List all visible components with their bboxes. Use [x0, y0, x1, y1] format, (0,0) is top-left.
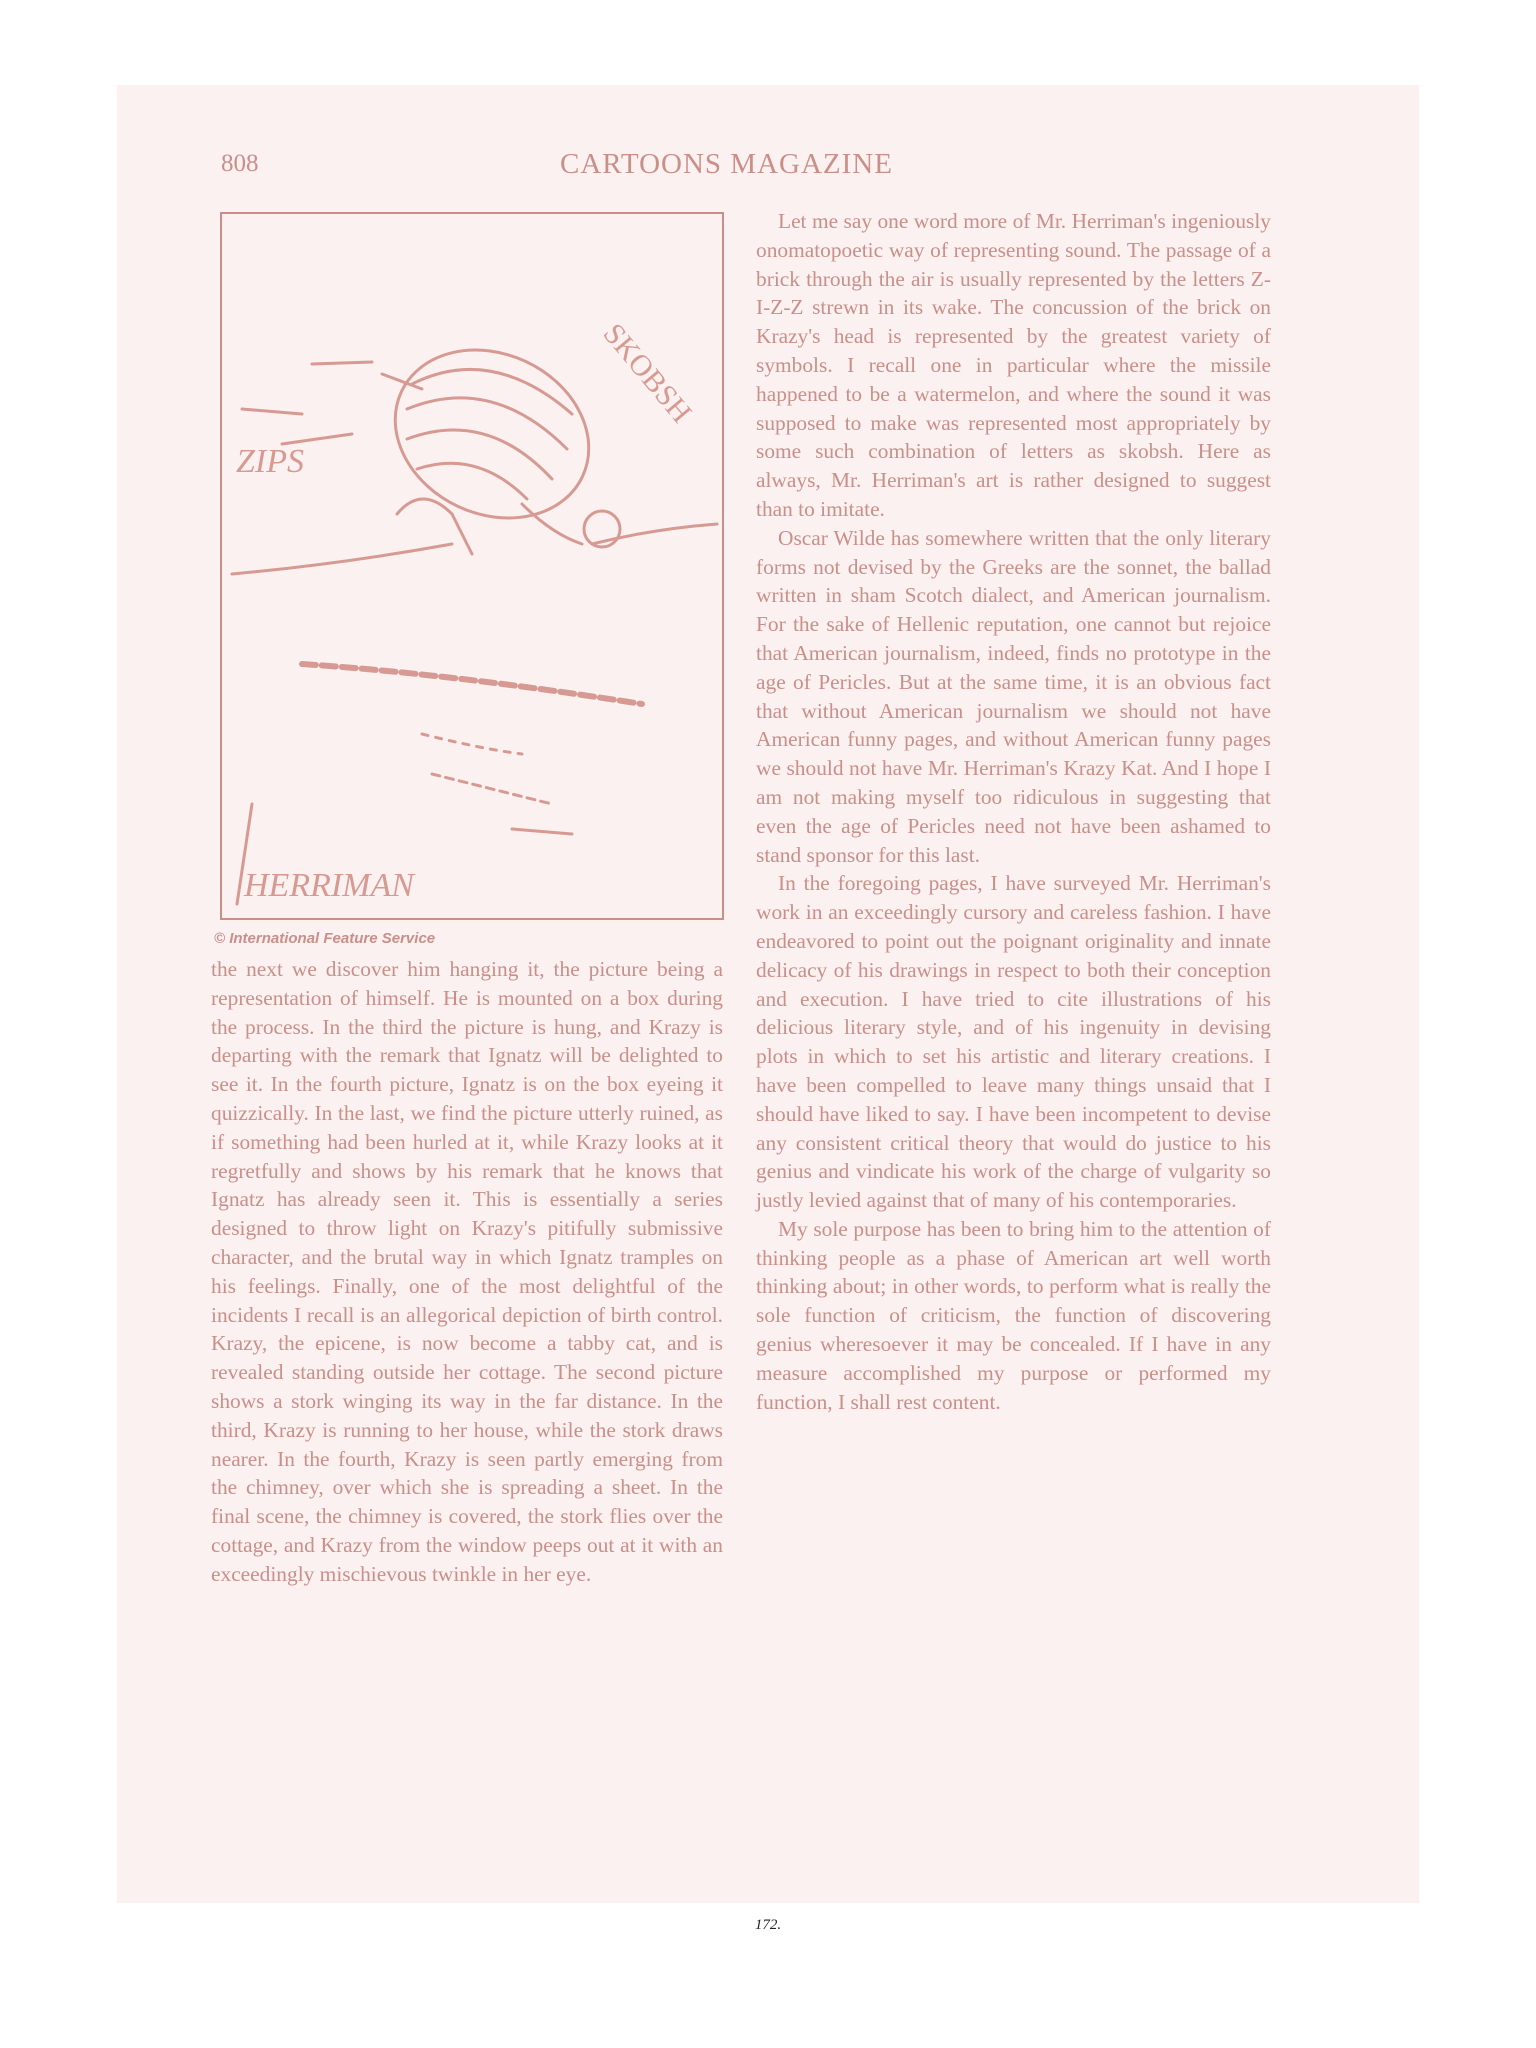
- melon-stripe: [417, 463, 527, 499]
- watermelon-shape: [368, 319, 617, 549]
- skid-mark: [302, 664, 642, 704]
- sound-effect-zips: ZIPS: [236, 443, 304, 480]
- skid-mark: [422, 734, 522, 754]
- folio-number: 172.: [754, 1917, 782, 1933]
- page-number: 808: [221, 150, 259, 177]
- paragraph: In the foregoing pages, I have surveyed Mr. Herriman's work in an exceedingly cursory and careless fashion. I have endeavored to point out the poignant originality and innate delicacy of his drawings in respect to both their conception and execution. I have tried to cite illustrations of his delicious literary style, and of his ingenuity in devising plots in which to set his artistic and literary creations. I have been compelled to leave many things unsaid that I should have liked to say. I have been incompetent to devise any consistent critical theory that would do justice to his genius and vindicate his work of the charge of vulgarity so justly levied against that of many of his contemporaries.: [756, 871, 1271, 1213]
- left-column: [211, 955, 723, 1589]
- right-column: [756, 207, 1271, 1416]
- melon-stripe: [407, 430, 552, 479]
- image-credit: © International Feature Service: [214, 930, 436, 947]
- paragraph: My sole purpose has been to bring him to the attention of thinking people as a phase of American art well worth thinking about; in other words, to perform what is really the sole function of criticism, the function of discovering genius wheresoever it may be concealed. If I have in any measure accomplished my purpose or performed my function, I shall rest content.: [756, 1216, 1271, 1414]
- ground-line-right: [592, 524, 717, 544]
- skid-mark: [432, 774, 552, 804]
- cartoon-drawing: [222, 214, 722, 918]
- sound-effect-skobsh: SKOBSH: [596, 317, 699, 430]
- magazine-title: CARTOONS MAGAZINE: [560, 148, 893, 180]
- melon-stripe: [407, 398, 567, 449]
- motion-line: [312, 362, 372, 364]
- figure-arm: [522, 504, 582, 544]
- cartoon-illustration: [220, 212, 724, 920]
- paragraph: the next we discover him hanging it, the picture being a representation of himself. He is mounted on a box during the process. In the third the picture is hung, and Krazy is departing with the remark that Ignatz will be delighted to see it. In the fourth picture, Ignatz is on the box eyeing it quizzically. In the last, we find the picture utterly ruined, as if something had been hurled at it, while Krazy looks at it regretfully and shows by his remark that he knows that Ignatz has already seen it. This is essentially a series designed to throw light on Krazy's pitifully submissive character, and the brutal way in which Ignatz tramples on his feelings. Finally, one of the most delightful of the incidents I recall is an allegorical depiction of birth control. Krazy, the epicene, is now become a tabby cat, and is revealed standing outside her cottage. The second picture shows a stork winging its way in the far distance. In the third, Krazy is running to her house, while the stork draws nearer. In the fourth, Krazy is seen partly emerging from the chimney, over which she is spreading a sheet. In the final scene, the chimney is covered, the stork flies over the cottage, and Krazy from the window peeps out at it with an exceedingly mischievous twinkle in her eye.: [211, 957, 723, 1586]
- motion-line: [242, 409, 302, 414]
- paragraph: Oscar Wilde has somewhere written that the only literary forms not devised by the Greeks are the sonnet, the ballad written in sham Scotch dialect, and American journalism. For the sake of Hellenic reputation, one cannot but rejoice that American journalism, indeed, finds no prototype in the age of Pericles. But at the same time, it is an obvious fact that without American journalism we should not have American funny pages, and without American funny pages we should not have Mr. Herriman's Krazy Kat. And I hope I am not making myself too ridiculous in suggesting that even the age of Pericles need not have been ashamed to stand sponsor for this last.: [756, 525, 1271, 867]
- artist-signature: HERRIMAN: [244, 867, 414, 904]
- paragraph: Let me say one word more of Mr. Herriman's ingeniously onomatopoetic way of representing sound. The passage of a brick through the air is usually represented by the letters Z-I-Z-Z strewn in its wake. The concussion of the brick on Krazy's head is represented by the greatest variety of symbols. I recall one in particular where the missile happened to be a watermelon, and where the sound it was supposed to make was represented most appropriately by some such combination of letters as skobsh. Here as always, Mr. Herriman's art is rather designed to suggest than to imitate.: [756, 209, 1271, 521]
- skid-mark: [512, 829, 572, 834]
- ground-line: [232, 544, 452, 574]
